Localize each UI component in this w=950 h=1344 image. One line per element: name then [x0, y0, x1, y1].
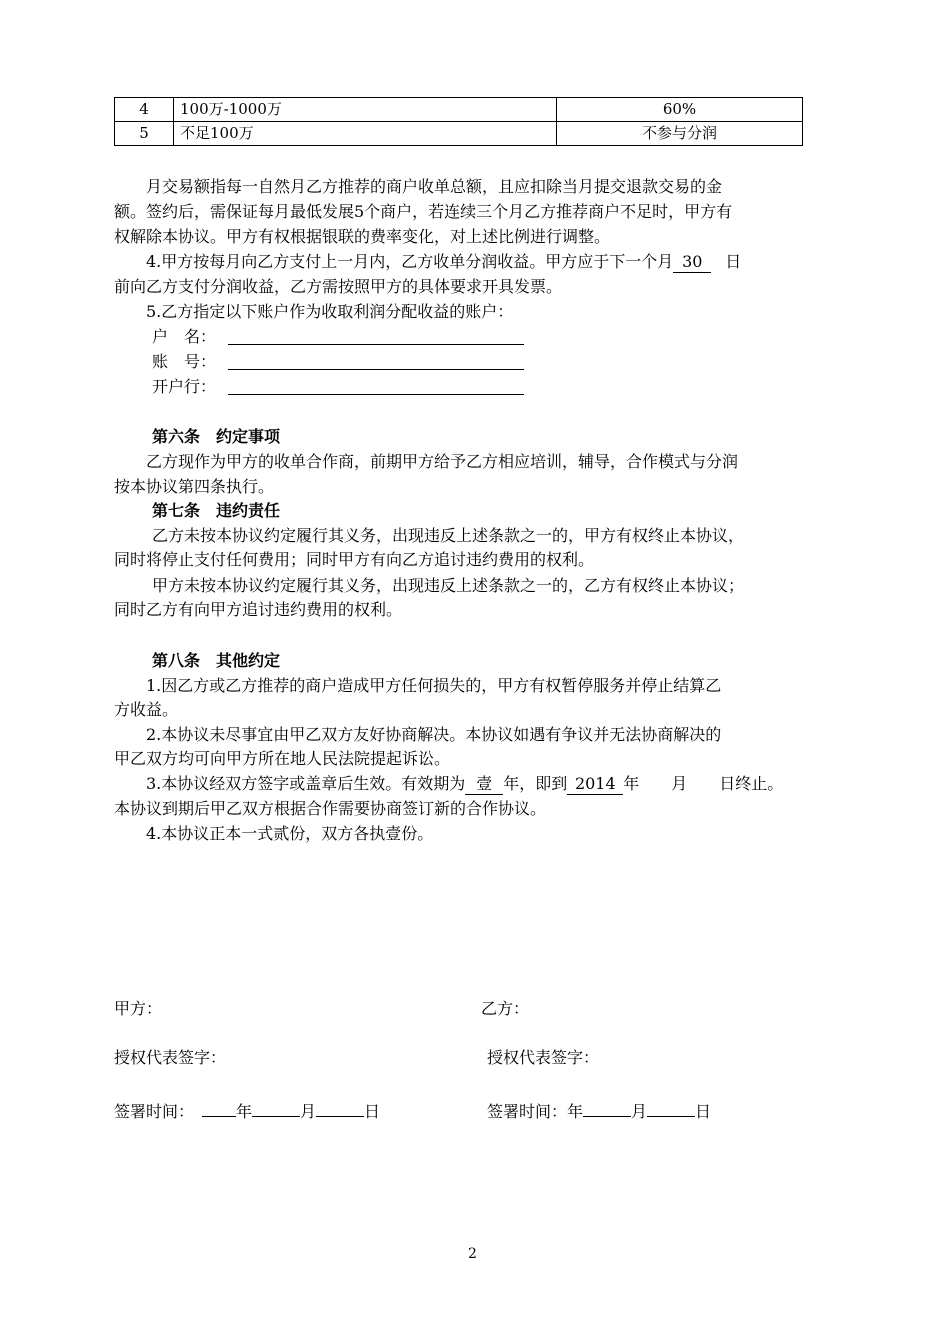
account-name-label: 户 名： [152, 327, 217, 346]
article8-c2-line2: 甲乙双方均可向甲方所在地人民法院提起诉讼。 [114, 749, 451, 768]
blank [252, 1096, 300, 1117]
article7-p1-line2: 同时将停止支付任何费用；同时甲方有向乙方追讨违约费用的权利。 [114, 550, 595, 569]
clause3-text-a: 3.本协议经双方签字或盖章后生效。有效期为 [146, 774, 466, 793]
tier-number: 4 [115, 98, 174, 122]
article6-heading: 第六条 约定事项 [152, 427, 281, 446]
article8-heading: 第八条 其他约定 [152, 651, 281, 670]
article7-p2-line2: 同时乙方有向甲方追讨违约费用的权利。 [114, 600, 403, 619]
month-label: 月 [631, 1102, 648, 1121]
article8-c3-line1 [146, 772, 783, 796]
end-year: 2014 [567, 774, 623, 795]
article8-c1-line2: 方收益。 [114, 700, 179, 719]
blank [583, 1096, 631, 1117]
blank [647, 1096, 695, 1117]
party-a-label: 甲方： [114, 999, 163, 1018]
table-row [115, 122, 803, 146]
tier-range: 100万-1000万 [174, 98, 557, 122]
profit-share-table [114, 97, 803, 146]
tier-number: 5 [115, 122, 174, 146]
account-number-label: 账 号： [152, 352, 217, 371]
clause3-text-c: 年 月 日终止。 [623, 774, 784, 793]
article7-p2-line1: 甲方未按本协议约定履行其义务，出现违反上述条款之一的，乙方有权终止本协议； [152, 576, 745, 595]
clause5-intro: 5.乙方指定以下账户作为收取利润分配收益的账户： [146, 302, 514, 321]
year-label: 年 [236, 1102, 253, 1121]
year-label: 年 [567, 1102, 584, 1121]
article6-line1: 乙方现作为甲方的收单合作商，前期甲方给予乙方相应培训，辅导，合作模式与分润 [146, 452, 739, 471]
page-number: 2 [468, 1246, 477, 1262]
table-row [115, 98, 803, 122]
sign-date-b [487, 1096, 711, 1124]
day-label: 日 [695, 1102, 712, 1121]
article8-c4: 4.本协议正本一式贰份，双方各执壹份。 [146, 824, 434, 843]
day-label: 日 [364, 1102, 381, 1121]
sign-date-a [114, 1096, 380, 1124]
clause4-line1 [146, 250, 741, 274]
article8-c2-line1: 2.本协议未尽事宜由甲乙双方友好协商解决。本协议如遇有争议并无法协商解决的 [146, 725, 722, 744]
clause4-line2: 前向乙方支付分润收益，乙方需按照甲方的具体要求开具发票。 [114, 277, 563, 296]
article7-p1-line1: 乙方未按本协议约定履行其义务，出现违反上述条款之一的，甲方有权终止本协议， [152, 526, 745, 545]
sign-date-label: 签署时间： [487, 1102, 568, 1121]
clause3-text-b: 年，即到 [503, 774, 568, 793]
rep-b-label: 授权代表签字： [487, 1048, 600, 1067]
bank-line [228, 394, 524, 395]
tier-range: 不足100万 [174, 122, 557, 146]
tier-ratio: 不参与分润 [557, 122, 803, 146]
article8-c3-line2: 本协议到期后甲乙双方根据合作需要协商签订新的合作协议。 [114, 799, 547, 818]
para1-line2: 额。签约后，需保证每月最低发展5个商户，若连续三个月乙方推荐商户不足时，甲方有 [114, 202, 733, 221]
party-b-label: 乙方： [481, 999, 530, 1018]
month-label: 月 [300, 1102, 317, 1121]
bank-label: 开户行： [152, 377, 217, 396]
blank [202, 1096, 236, 1117]
sign-date-label: 签署时间： [114, 1102, 195, 1121]
para1-line1: 月交易额指每一自然月乙方推荐的商户收单总额，且应扣除当月提交退款交易的金 [146, 177, 723, 196]
blank [316, 1096, 364, 1117]
para1-line3: 权解除本协议。甲方有权根据银联的费率变化，对上述比例进行调整。 [114, 227, 611, 246]
clause4-text-a: 4.甲方按每月向乙方支付上一月内，乙方收单分润收益。甲方应于下一个月 [146, 252, 674, 271]
clause4-text-b: 日 [725, 252, 742, 271]
tier-ratio: 60% [557, 98, 803, 122]
term-years: 壹 [465, 774, 503, 795]
article8-c1-line1: 1.因乙方或乙方推荐的商户造成甲方任何损失的，甲方有权暂停服务并停止结算乙 [146, 676, 722, 695]
rep-a-label: 授权代表签字： [114, 1048, 227, 1067]
article7-heading: 第七条 违约责任 [152, 501, 281, 520]
payment-day: 30 [673, 252, 711, 273]
account-number-line [228, 369, 524, 370]
account-name-line [228, 344, 524, 345]
article6-line2: 按本协议第四条执行。 [114, 477, 275, 496]
